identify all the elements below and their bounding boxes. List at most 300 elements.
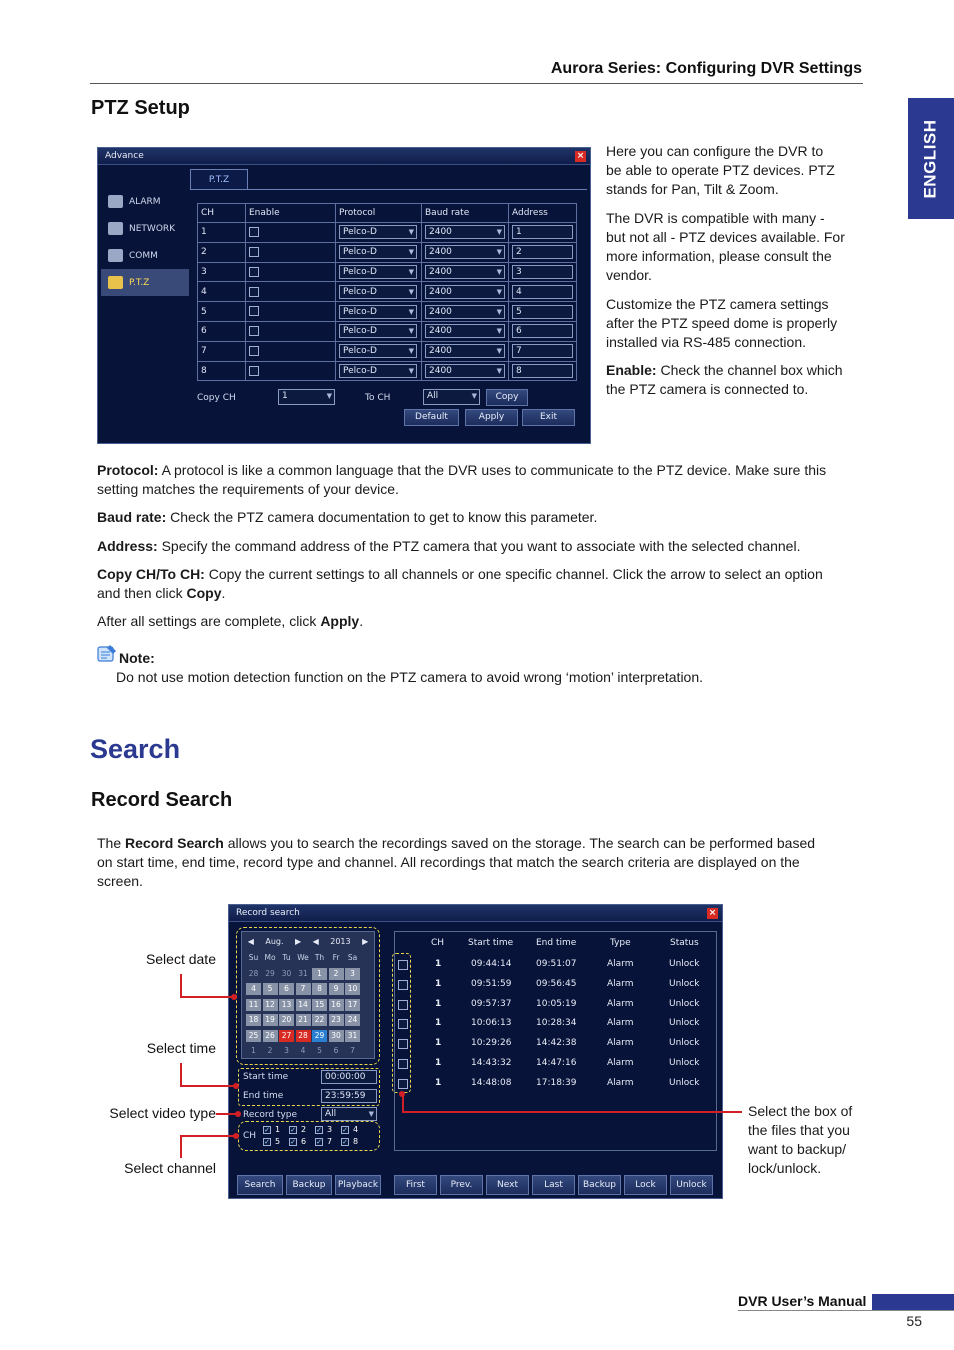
- col-baud: Baud rate: [422, 204, 509, 223]
- calendar-highlight: [236, 927, 380, 1065]
- calendar-day[interactable]: 26: [263, 1030, 278, 1042]
- checkbox-checked-icon[interactable]: ✓: [264, 1125, 270, 1134]
- result-start-time: 09:57:37: [471, 998, 512, 1009]
- calendar-day[interactable]: 9: [329, 983, 344, 995]
- weekday-label: Fr: [332, 953, 340, 962]
- calendar-day[interactable]: 29: [312, 1030, 327, 1042]
- result-ch: 1: [435, 959, 442, 969]
- sidebar-item-label: COMM: [129, 250, 158, 261]
- weekday-label: Tu: [282, 953, 291, 962]
- calendar-day[interactable]: 7: [296, 983, 311, 995]
- result-status: Unlock: [669, 978, 700, 989]
- footer-title: DVR User’s Manual: [738, 1293, 867, 1309]
- result-row[interactable]: [395, 1056, 716, 1072]
- result-ch: 1: [435, 1018, 442, 1029]
- protocol-dropdown[interactable]: Pelco-D ▼: [339, 265, 417, 279]
- channel-number: 3: [327, 1125, 333, 1134]
- address-cell: [509, 321, 577, 341]
- enable-cell: [246, 282, 336, 302]
- first-button[interactable]: First: [394, 1175, 437, 1195]
- ptz-icon: [108, 276, 123, 289]
- calendar-day: 7: [350, 1046, 355, 1055]
- result-end-time: 10:28:34: [536, 1018, 577, 1029]
- playback-button[interactable]: Playback: [335, 1175, 381, 1195]
- table-row: [198, 223, 577, 243]
- calendar-day: 28: [248, 968, 259, 978]
- checkbox-highlight: [392, 953, 411, 1093]
- result-end-time: 09:56:45: [536, 978, 577, 989]
- close-icon[interactable]: ×: [576, 151, 585, 161]
- calendar-day: 29: [265, 968, 275, 978]
- prev-year-icon[interactable]: ◀: [312, 936, 319, 946]
- result-row[interactable]: [395, 1036, 716, 1052]
- after-desc: After all settings are complete, click: [97, 613, 321, 629]
- results-header: [395, 936, 716, 952]
- calendar-day[interactable]: 2: [329, 968, 344, 980]
- address-input[interactable]: 3: [512, 265, 573, 279]
- language-tab: [908, 98, 954, 219]
- protocol-dropdown[interactable]: Pelco-D ▼: [339, 305, 417, 319]
- calendar-day[interactable]: 12: [263, 999, 278, 1011]
- copy-emph: Copy: [186, 585, 222, 601]
- note-icon: [97, 644, 118, 663]
- table-row: [198, 321, 577, 341]
- result-ch: 1: [435, 978, 442, 989]
- enable-checkbox[interactable]: [249, 287, 259, 297]
- callout-select-video-type: Select video type: [109, 1105, 216, 1121]
- enable-checkbox[interactable]: [249, 366, 259, 376]
- checkbox-checked-icon[interactable]: ✓: [342, 1125, 348, 1134]
- text-line: lock/unlock.: [748, 1160, 822, 1176]
- callout-select-date: Select date: [145, 951, 216, 967]
- start-time-input[interactable]: 00:00:00: [321, 1070, 377, 1084]
- next-year-icon[interactable]: ▶: [362, 936, 369, 946]
- leader-line: [180, 996, 234, 998]
- table-row: [198, 242, 577, 262]
- weekday-label: We: [297, 953, 309, 962]
- time-highlight: [238, 1068, 380, 1106]
- cell-ch: 3: [198, 262, 246, 282]
- calendar-day[interactable]: 24: [345, 1014, 360, 1026]
- record-window-title: Record search: [236, 908, 300, 918]
- cell-ch: 4: [198, 282, 246, 302]
- result-status: Unlock: [669, 1058, 700, 1068]
- address-cell: [509, 361, 577, 381]
- enable-checkbox[interactable]: [249, 326, 259, 336]
- protocol-dropdown[interactable]: Pelco-D ▼: [339, 225, 417, 239]
- record-search-heading: Record Search: [91, 789, 233, 811]
- baud-dropdown[interactable]: 2400 ▼: [425, 305, 505, 319]
- text-line: the PTZ camera is connected to.: [606, 381, 809, 397]
- result-ch: 1: [435, 1038, 442, 1049]
- ptz-content: [190, 189, 587, 439]
- protocol-cell: [336, 341, 422, 361]
- text-line: [97, 565, 867, 584]
- table-row: [198, 341, 577, 361]
- protocol-desc: A protocol is like a common language that the DVR uses to communicate to the PTZ device. Make sure this: [158, 462, 827, 478]
- text-line: setting matches the requirements of your device.: [97, 481, 399, 497]
- calendar-day: 2: [267, 1046, 273, 1055]
- result-start-time: 09:44:14: [471, 959, 512, 969]
- calendar-day[interactable]: 23: [329, 1014, 344, 1026]
- address-cell: [509, 282, 577, 302]
- result-status: Unlock: [669, 1077, 700, 1088]
- calendar-day: 31: [298, 968, 308, 978]
- sidebar-item-label: NETWORK: [129, 223, 176, 234]
- protocol-cell: [336, 282, 422, 302]
- result-status: Unlock: [669, 959, 700, 969]
- exit-button[interactable]: Exit: [522, 409, 575, 426]
- search-title: Search: [90, 734, 181, 764]
- leader-line: [402, 1111, 742, 1113]
- calendar-day[interactable]: 11: [246, 999, 261, 1011]
- network-icon: [108, 222, 123, 235]
- ch-label: CH: [243, 1131, 257, 1141]
- result-row[interactable]: [395, 997, 716, 1013]
- calendar-day[interactable]: 8: [312, 983, 327, 995]
- result-row[interactable]: [395, 977, 716, 993]
- after-text: [97, 612, 867, 631]
- cell-ch: 5: [198, 302, 246, 322]
- enable-cell: [246, 361, 336, 381]
- baud-dropdown[interactable]: 2400 ▼: [425, 364, 505, 378]
- protocol-cell: [336, 302, 422, 322]
- footer-bar: [872, 1294, 954, 1310]
- text-line: screen.: [97, 873, 143, 889]
- leader-dot: [231, 994, 237, 1000]
- alarm-icon: [108, 195, 123, 208]
- language-tab-label: ENGLISH: [921, 118, 940, 199]
- ptz-enable: [606, 361, 866, 399]
- cell-ch: 2: [198, 242, 246, 262]
- result-row[interactable]: [395, 957, 716, 973]
- baud-def: [97, 508, 867, 527]
- protocol-dropdown[interactable]: Pelco-D ▼: [339, 364, 417, 378]
- end-time-input[interactable]: 23:59:59: [321, 1089, 377, 1103]
- prev-month-icon[interactable]: ◀: [247, 936, 254, 946]
- text-line: after the PTZ speed dome is properly: [606, 315, 838, 331]
- checkbox-checked-icon[interactable]: ✓: [342, 1137, 348, 1146]
- leader-dot: [233, 1133, 239, 1139]
- enable-cell: [246, 262, 336, 282]
- comm-icon: [108, 249, 123, 262]
- leader-line: [180, 1085, 236, 1087]
- text-line: [97, 461, 867, 480]
- result-start-time: 10:29:26: [471, 1038, 512, 1049]
- result-type: Alarm: [607, 959, 634, 969]
- calendar-day[interactable]: 30: [329, 1030, 344, 1042]
- tab-ptz[interactable]: P.T.Z: [190, 169, 248, 189]
- checkbox-checked-icon[interactable]: ✓: [316, 1125, 322, 1134]
- leader-line: [180, 1063, 182, 1086]
- text-line: The DVR is compatible with many -: [606, 210, 825, 226]
- calendar-day[interactable]: 16: [329, 999, 344, 1011]
- enable-checkbox[interactable]: [249, 227, 259, 237]
- calendar-day[interactable]: 21: [296, 1014, 311, 1026]
- next-button[interactable]: Next: [486, 1175, 529, 1195]
- baud-dropdown[interactable]: 2400 ▼: [425, 344, 505, 358]
- calendar-day: 30: [281, 968, 292, 978]
- close-icon[interactable]: ×: [708, 908, 717, 918]
- result-status: Unlock: [669, 998, 700, 1009]
- calendar-day[interactable]: 20: [279, 1014, 294, 1026]
- text-line: stands for Pan, Tilt & Zoom.: [606, 181, 779, 197]
- record-type-dropdown[interactable]: All ▼: [321, 1107, 377, 1121]
- address-input[interactable]: 8: [512, 364, 573, 378]
- result-type: Alarm: [607, 1038, 634, 1049]
- calendar-day[interactable]: 14: [296, 999, 311, 1011]
- leader-line: [180, 1135, 236, 1137]
- table-header: [198, 204, 577, 223]
- ptz-compat: [606, 209, 866, 285]
- protocol-cell: [336, 321, 422, 341]
- ptz-customize: [606, 295, 866, 352]
- address-input[interactable]: 5: [512, 305, 573, 319]
- next-month-icon[interactable]: ▶: [295, 936, 302, 946]
- baud-cell: [422, 341, 509, 361]
- sidebar-item-ptz[interactable]: [101, 269, 189, 296]
- header-rule: [90, 83, 863, 84]
- enable-desc: Check the channel box which: [656, 362, 843, 378]
- cell-ch: 7: [198, 341, 246, 361]
- cell-ch: 6: [198, 321, 246, 341]
- last-button[interactable]: Last: [532, 1175, 575, 1195]
- baud-dropdown[interactable]: 2400 ▼: [425, 225, 505, 239]
- sidebar-item-alarm[interactable]: [101, 188, 189, 215]
- text-line: Customize the PTZ camera settings: [606, 296, 829, 312]
- weekday-label: Su: [248, 953, 259, 962]
- apply-button[interactable]: Apply: [465, 409, 518, 426]
- checkbox-checked-icon[interactable]: ✓: [264, 1137, 270, 1146]
- calendar-day[interactable]: 5: [263, 983, 278, 995]
- protocol-dropdown[interactable]: Pelco-D ▼: [339, 245, 417, 259]
- protocol-dropdown[interactable]: Pelco-D ▼: [339, 285, 417, 299]
- calendar-day[interactable]: 1: [312, 968, 327, 980]
- sidebar-item-network[interactable]: [101, 215, 189, 242]
- protocol-dropdown[interactable]: Pelco-D ▼: [339, 324, 417, 338]
- table-row: [198, 262, 577, 282]
- baud-cell: [422, 302, 509, 322]
- callout-select-box: [748, 1102, 868, 1178]
- calendar-day[interactable]: 18: [246, 1014, 261, 1026]
- enable-cell: [246, 302, 336, 322]
- callout-select-time: Select time: [146, 1040, 216, 1056]
- search-button[interactable]: Search: [237, 1175, 283, 1195]
- address-input[interactable]: 1: [512, 225, 573, 239]
- text-line: the files that you: [748, 1122, 850, 1138]
- address-cell: [509, 302, 577, 322]
- calendar-day[interactable]: 15: [312, 999, 327, 1011]
- copy-term: Copy CH/To CH:: [97, 566, 205, 582]
- calendar-day: 6: [333, 1046, 339, 1055]
- calendar-day[interactable]: 17: [345, 999, 360, 1011]
- copy-desc-end: .: [221, 585, 226, 601]
- enable-checkbox[interactable]: [249, 346, 259, 356]
- text-line: Select the box of: [748, 1103, 853, 1119]
- baud-dropdown[interactable]: 2400 ▼: [425, 265, 505, 279]
- result-ch: 1: [435, 998, 442, 1009]
- record-search-window: [228, 904, 723, 1199]
- address-def: [97, 537, 867, 556]
- ptz-intro: [606, 142, 866, 199]
- calendar-day[interactable]: 31: [345, 1030, 360, 1042]
- footer-rule: [738, 1310, 954, 1311]
- text-line: [606, 361, 866, 380]
- copy-def: [97, 565, 867, 603]
- baud-cell: [422, 321, 509, 341]
- channel-highlight: [238, 1121, 380, 1151]
- sidebar-item-comm[interactable]: [101, 242, 189, 269]
- lock-button[interactable]: Lock: [624, 1175, 667, 1195]
- record-search-titlebar: [229, 905, 722, 922]
- address-input[interactable]: 6: [512, 324, 573, 338]
- address-input[interactable]: 4: [512, 285, 573, 299]
- result-type: Alarm: [607, 1058, 634, 1068]
- to-ch-dropdown[interactable]: All ▼: [423, 389, 480, 405]
- checkbox-checked-icon[interactable]: ✓: [290, 1137, 296, 1146]
- address-cell: [509, 341, 577, 361]
- channel-number: 7: [327, 1137, 333, 1146]
- copy-desc: and then click: [97, 585, 187, 601]
- enable-cell: [246, 321, 336, 341]
- ptz-heading: PTZ Setup: [91, 97, 190, 119]
- year-label: 2013: [330, 936, 351, 946]
- calendar-day[interactable]: 28: [296, 1030, 311, 1042]
- ptz-sidebar: [101, 188, 189, 296]
- prev-button[interactable]: Prev.: [440, 1175, 483, 1195]
- result-row[interactable]: [395, 1016, 716, 1032]
- protocol-dropdown[interactable]: Pelco-D ▼: [339, 344, 417, 358]
- enable-term: Enable:: [606, 362, 657, 378]
- intro-emph: Record Search: [125, 835, 224, 851]
- baud-cell: [422, 361, 509, 381]
- result-start-time: 14:48:08: [471, 1077, 512, 1088]
- calendar-day[interactable]: 3: [345, 968, 360, 980]
- calendar-day: 1: [251, 1046, 256, 1055]
- text-line: more information, please consult the: [606, 248, 832, 264]
- col-ch: CH: [198, 204, 246, 223]
- header-title: Aurora Series: Configuring DVR Settings: [550, 60, 862, 77]
- col-type: Type: [610, 938, 631, 948]
- result-end-time: 14:42:38: [536, 1038, 577, 1049]
- copy-button[interactable]: Copy: [486, 389, 528, 406]
- protocol-cell: [336, 223, 422, 243]
- result-start-time: 14:43:32: [471, 1058, 512, 1068]
- col-protocol: Protocol: [336, 204, 422, 223]
- result-ch: 1: [435, 1058, 442, 1068]
- calendar-day: 5: [317, 1046, 322, 1055]
- sidebar-item-label: ALARM: [129, 196, 161, 207]
- text-line: be able to operate PTZ devices. PTZ: [606, 162, 835, 178]
- baud-cell: [422, 262, 509, 282]
- calendar-day[interactable]: 19: [263, 1014, 278, 1026]
- enable-checkbox[interactable]: [249, 247, 259, 257]
- calendar-day[interactable]: 25: [246, 1030, 261, 1042]
- calendar-day[interactable]: 22: [312, 1014, 327, 1026]
- result-row[interactable]: [395, 1076, 716, 1092]
- baud-cell: [422, 223, 509, 243]
- result-start-time: 10:06:13: [471, 1018, 512, 1029]
- to-ch-label: To CH: [365, 393, 391, 403]
- backup-button[interactable]: Backup: [286, 1175, 332, 1195]
- month-label: Aug.: [265, 936, 284, 946]
- address-input[interactable]: 7: [512, 344, 573, 358]
- leader-line: [180, 1135, 182, 1158]
- baud-dropdown[interactable]: 2400 ▼: [425, 324, 505, 338]
- text-line: on start time, end time, record type and channel. All recordings that match the search criteria are displayed on the: [97, 854, 800, 870]
- address-desc: Specify the command address of the PTZ camera that you want to associate with the selected channel.: [157, 538, 801, 554]
- text-line: installed via RS-485 connection.: [606, 334, 807, 350]
- result-type: Alarm: [607, 1077, 634, 1088]
- result-start-time: 09:51:59: [471, 978, 512, 989]
- checkbox-checked-icon[interactable]: ✓: [290, 1125, 296, 1134]
- result-type: Alarm: [607, 978, 634, 989]
- calendar-day[interactable]: 10: [345, 983, 360, 995]
- protocol-term: Protocol:: [97, 462, 159, 478]
- checkbox-checked-icon[interactable]: ✓: [316, 1137, 322, 1146]
- calendar-day[interactable]: 13: [279, 999, 294, 1011]
- enable-cell: [246, 242, 336, 262]
- col-address: Address: [509, 204, 577, 223]
- channel-number: 8: [353, 1137, 359, 1146]
- result-type: Alarm: [607, 998, 634, 1009]
- copy-desc: Copy the current settings to all channels or one specific channel. Click the arrow to select an option: [204, 566, 823, 582]
- leader-dot: [399, 1091, 405, 1097]
- calendar-day: 3: [284, 1046, 289, 1055]
- calendar-day[interactable]: 27: [279, 1030, 294, 1042]
- calendar-day[interactable]: 6: [279, 983, 294, 995]
- ptz-titlebar: [98, 148, 590, 165]
- enable-cell: [246, 223, 336, 243]
- protocol-cell: [336, 361, 422, 381]
- protocol-cell: [336, 242, 422, 262]
- calendar-day[interactable]: 4: [246, 983, 261, 995]
- result-end-time: 14:47:16: [536, 1058, 577, 1068]
- text-line: [97, 834, 867, 853]
- result-ch: 1: [435, 1077, 442, 1088]
- note-label: Note:: [119, 650, 155, 666]
- baud-dropdown[interactable]: 2400 ▼: [425, 285, 505, 299]
- after-emph: Apply: [320, 613, 360, 629]
- ptz-table: [197, 203, 577, 381]
- baud-desc: Check the PTZ camera documentation to get to know this parameter.: [166, 509, 598, 525]
- unlock-button[interactable]: Unlock: [670, 1175, 713, 1195]
- default-button[interactable]: Default: [404, 409, 459, 426]
- table-row: [198, 361, 577, 381]
- enable-checkbox[interactable]: [249, 267, 259, 277]
- sidebar-item-label: P.T.Z: [129, 277, 150, 288]
- protocol-def: [97, 461, 867, 499]
- backup-button[interactable]: Backup: [578, 1175, 621, 1195]
- record-type-label: Record type: [243, 1110, 298, 1120]
- copy-ch-dropdown[interactable]: 1 ▼: [278, 389, 335, 405]
- enable-checkbox[interactable]: [249, 306, 259, 316]
- result-end-time: 10:05:19: [536, 998, 577, 1009]
- leader-line: [180, 974, 182, 997]
- result-status: Unlock: [669, 1018, 700, 1029]
- protocol-cell: [336, 262, 422, 282]
- col-enable: Enable: [246, 204, 336, 223]
- text-line: want to backup/: [748, 1141, 847, 1157]
- address-input[interactable]: 2: [512, 245, 573, 259]
- baud-dropdown[interactable]: 2400 ▼: [425, 245, 505, 259]
- intro-text: allows you to search the recordings saved on the storage. The search can be performed based: [223, 835, 816, 851]
- cell-ch: 1: [198, 223, 246, 243]
- end-time-label: End time: [243, 1091, 284, 1101]
- channel-number: 1: [275, 1125, 281, 1134]
- ptz-window: [97, 147, 591, 444]
- weekday-label: Mo: [264, 953, 276, 962]
